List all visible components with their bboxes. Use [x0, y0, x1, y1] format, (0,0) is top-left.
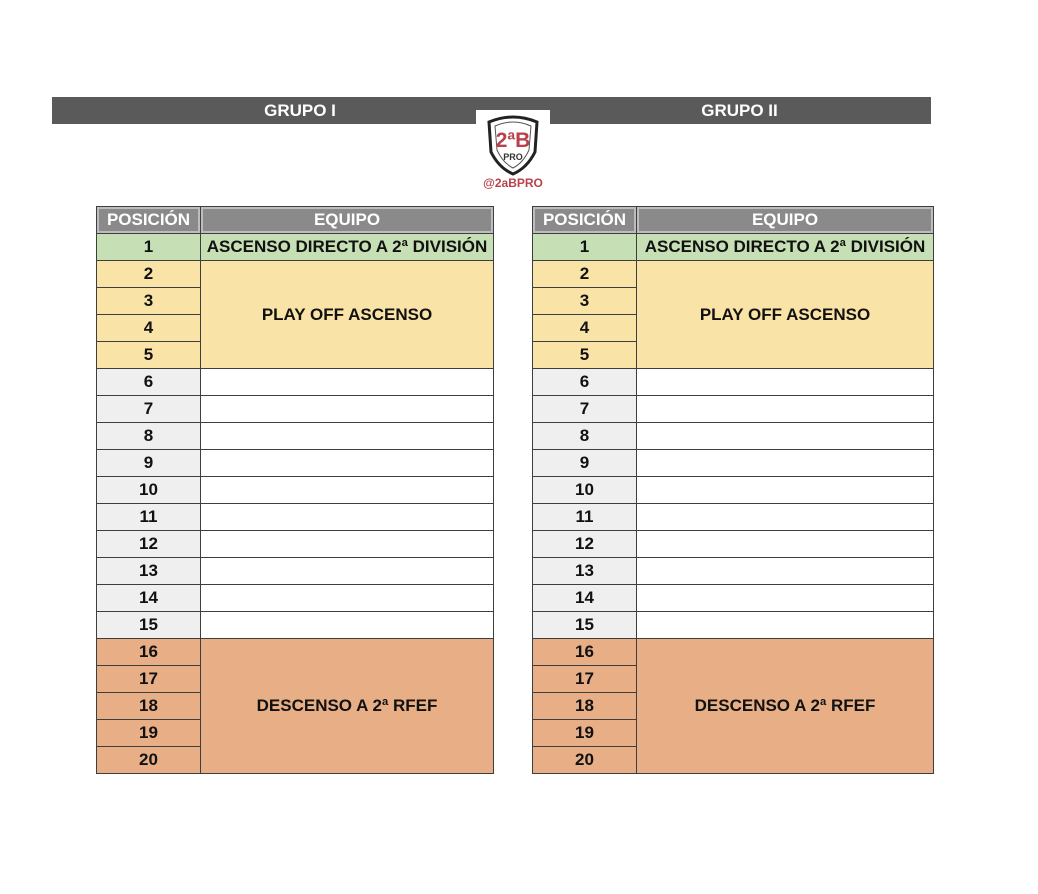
table-row	[533, 639, 934, 666]
position-header: POSICIÓN	[533, 207, 637, 234]
zone-direct-promotion: ASCENSO DIRECTO A 2ª DIVISIÓN	[201, 234, 494, 261]
team-cell[interactable]	[201, 612, 494, 639]
position-cell: 10	[533, 477, 637, 504]
table-row	[97, 450, 494, 477]
logo-sub: PRO	[503, 152, 523, 162]
team-cell[interactable]	[637, 612, 934, 639]
position-cell: 1	[533, 234, 637, 261]
position-cell: 6	[533, 369, 637, 396]
position-cell: 8	[97, 423, 201, 450]
position-cell: 11	[533, 504, 637, 531]
position-cell: 16	[533, 639, 637, 666]
table-row	[97, 261, 494, 288]
position-cell: 15	[533, 612, 637, 639]
position-cell: 9	[533, 450, 637, 477]
position-cell: 14	[97, 585, 201, 612]
team-cell[interactable]	[637, 423, 934, 450]
table-row	[533, 504, 934, 531]
table-row	[533, 612, 934, 639]
logo-text: 2ªB	[495, 129, 531, 152]
logo	[476, 110, 550, 194]
table-row	[533, 369, 934, 396]
position-cell: 13	[97, 558, 201, 585]
position-cell: 12	[97, 531, 201, 558]
table-row	[533, 477, 934, 504]
table-row	[97, 396, 494, 423]
position-cell: 4	[533, 315, 637, 342]
position-cell: 8	[533, 423, 637, 450]
group-2-title: GRUPO II	[701, 100, 778, 120]
position-cell: 3	[97, 288, 201, 315]
position-cell: 11	[97, 504, 201, 531]
team-cell[interactable]	[637, 369, 934, 396]
group-2-table	[532, 206, 934, 774]
zone-relegation: DESCENSO A 2ª RFEF	[201, 639, 494, 774]
position-cell: 17	[533, 666, 637, 693]
position-cell: 7	[97, 396, 201, 423]
position-cell: 7	[533, 396, 637, 423]
team-cell[interactable]	[201, 369, 494, 396]
table-row	[97, 369, 494, 396]
shield-logo-icon	[483, 114, 543, 176]
team-cell[interactable]	[201, 423, 494, 450]
position-cell: 3	[533, 288, 637, 315]
group-1-title: GRUPO I	[264, 100, 336, 120]
table-row	[97, 477, 494, 504]
team-header: EQUIPO	[201, 207, 494, 234]
position-cell: 20	[533, 747, 637, 774]
table-row	[533, 396, 934, 423]
team-cell[interactable]	[637, 585, 934, 612]
position-cell: 17	[97, 666, 201, 693]
position-cell: 1	[97, 234, 201, 261]
table-header-row	[97, 207, 494, 234]
position-cell: 20	[97, 747, 201, 774]
table-row	[97, 234, 494, 261]
table-row	[97, 612, 494, 639]
group-1-table	[96, 206, 494, 774]
position-cell: 18	[533, 693, 637, 720]
position-cell: 4	[97, 315, 201, 342]
team-cell[interactable]	[201, 504, 494, 531]
team-cell[interactable]	[637, 396, 934, 423]
team-cell[interactable]	[201, 558, 494, 585]
position-cell: 16	[97, 639, 201, 666]
table-row	[533, 261, 934, 288]
position-cell: 5	[97, 342, 201, 369]
table-row	[97, 585, 494, 612]
team-cell[interactable]	[201, 585, 494, 612]
team-cell[interactable]	[201, 531, 494, 558]
table-row	[97, 504, 494, 531]
table-row	[97, 531, 494, 558]
table-row	[533, 585, 934, 612]
table-row	[533, 234, 934, 261]
position-cell: 19	[97, 720, 201, 747]
team-cell[interactable]	[637, 504, 934, 531]
position-cell: 5	[533, 342, 637, 369]
table-row	[97, 558, 494, 585]
table-row	[97, 639, 494, 666]
position-cell: 2	[533, 261, 637, 288]
position-cell: 12	[533, 531, 637, 558]
table-header-row	[533, 207, 934, 234]
position-cell: 2	[97, 261, 201, 288]
zone-relegation: DESCENSO A 2ª RFEF	[637, 639, 934, 774]
table-row	[533, 423, 934, 450]
zone-playoff: PLAY OFF ASCENSO	[637, 261, 934, 369]
position-cell: 9	[97, 450, 201, 477]
team-cell[interactable]	[637, 477, 934, 504]
team-cell[interactable]	[201, 396, 494, 423]
position-header: POSICIÓN	[97, 207, 201, 234]
table-row	[533, 531, 934, 558]
position-cell: 13	[533, 558, 637, 585]
position-cell: 18	[97, 693, 201, 720]
table-row	[533, 558, 934, 585]
position-cell: 15	[97, 612, 201, 639]
team-cell[interactable]	[201, 450, 494, 477]
group-2-banner	[548, 97, 931, 124]
position-cell: 6	[97, 369, 201, 396]
position-cell: 10	[97, 477, 201, 504]
table-row	[533, 450, 934, 477]
team-cell[interactable]	[637, 450, 934, 477]
zone-direct-promotion: ASCENSO DIRECTO A 2ª DIVISIÓN	[637, 234, 934, 261]
team-cell[interactable]	[201, 477, 494, 504]
zone-playoff: PLAY OFF ASCENSO	[201, 261, 494, 369]
position-cell: 14	[533, 585, 637, 612]
table-row	[97, 423, 494, 450]
team-cell[interactable]	[637, 558, 934, 585]
logo-handle: @2aBPRO	[483, 176, 543, 190]
team-cell[interactable]	[637, 531, 934, 558]
position-cell: 19	[533, 720, 637, 747]
team-header: EQUIPO	[637, 207, 934, 234]
